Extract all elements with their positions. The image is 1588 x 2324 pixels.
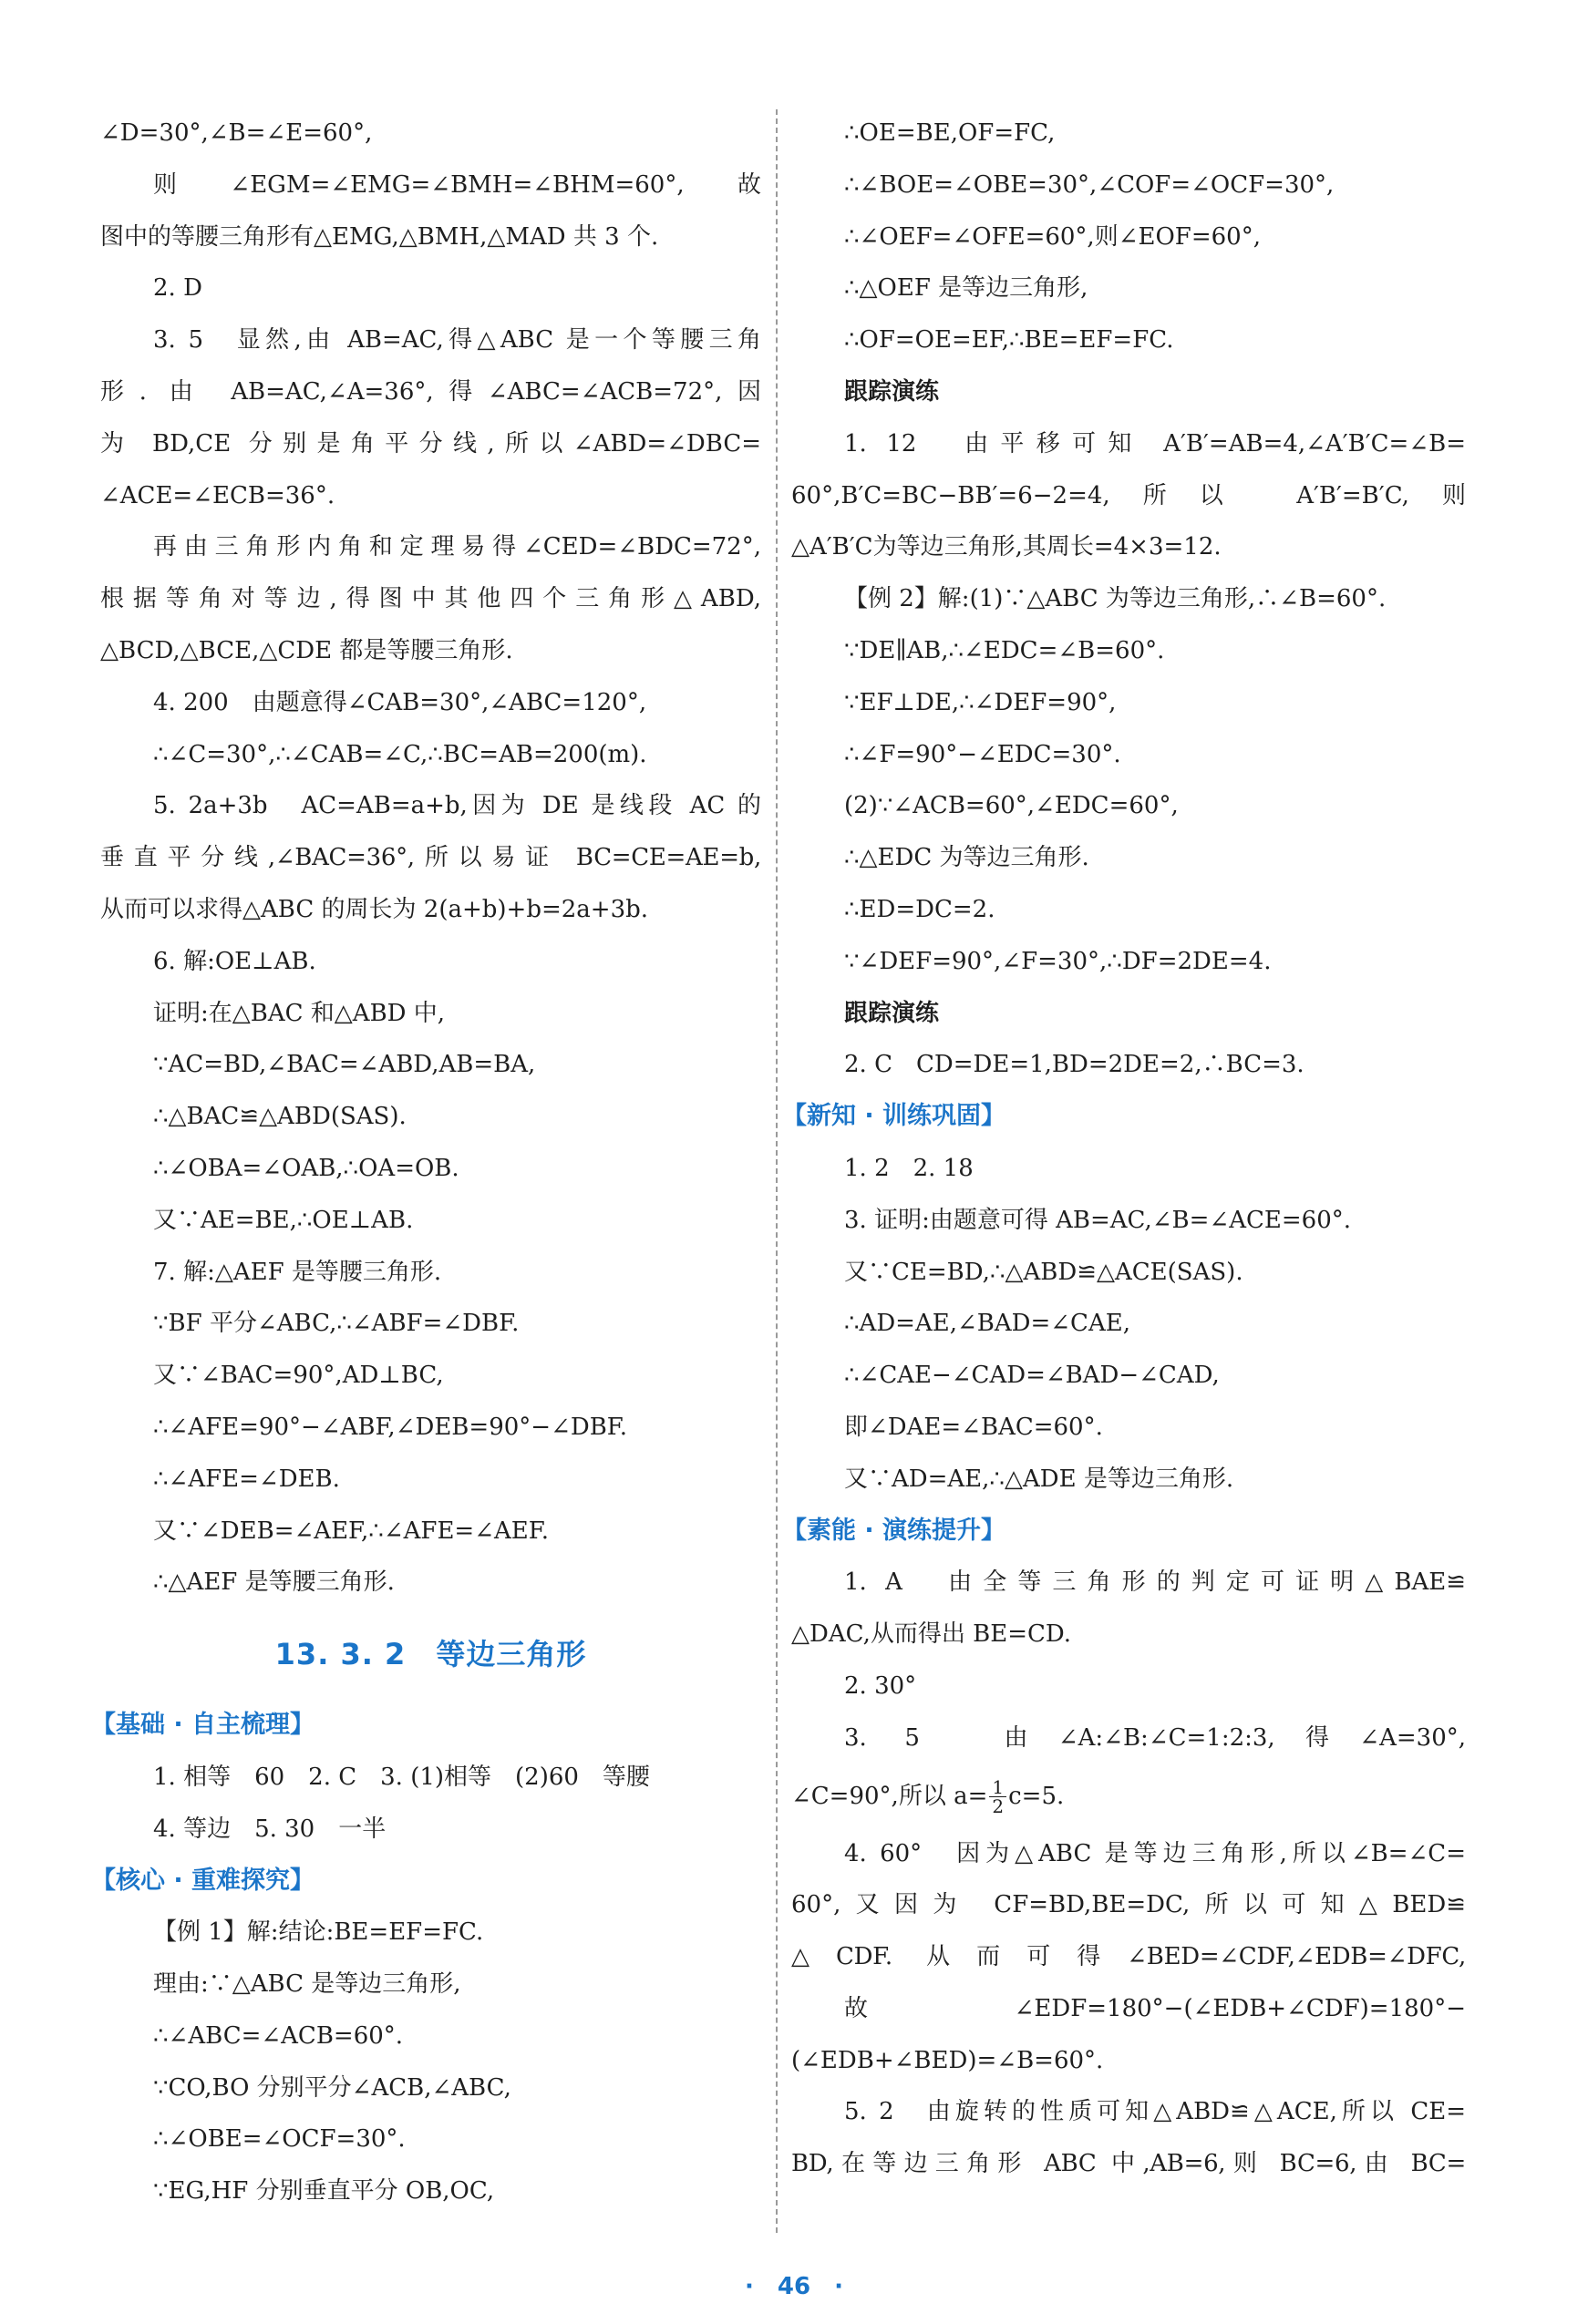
text-line: 【例 2】解:(1)∵△ABC 为等边三角形,∴∠B=60°. bbox=[844, 585, 1387, 613]
text-line: 2. C CD=DE=1,BD=2DE=2,∴BC=3. bbox=[844, 1051, 1304, 1079]
text-line: ∴∠BOE=∠OBE=30°,∠COF=∠OCF=30°, bbox=[844, 170, 1335, 199]
text-line: 1. 12 由平移可知 A′B′=AB=4,∠A′B′C=∠B= bbox=[844, 429, 1466, 458]
text-line: ∴∠AFE=∠DEB. bbox=[153, 1465, 340, 1493]
right-column bbox=[782, 108, 1466, 2190]
text-line: ∴∠ABC=∠ACB=60°. bbox=[153, 2021, 404, 2050]
text-line: ∴AD=AE,∠BAD=∠CAE, bbox=[844, 1310, 1130, 1338]
page-number: · 46 · bbox=[745, 2273, 843, 2300]
text-line: ∴∠OBA=∠OAB,∴OA=OB. bbox=[153, 1154, 459, 1182]
text-line: ∴△EDC 为等边三角形. bbox=[844, 844, 1089, 872]
text-line: 3. 证明:由题意可得 AB=AC,∠B=∠ACE=60°. bbox=[844, 1206, 1352, 1234]
text-line: ∴∠C=30°,∴∠CAB=∠C,∴BC=AB=200(m). bbox=[153, 740, 647, 768]
text-line: 1. A 由全等三角形的判定可证明△BAE≌ bbox=[844, 1568, 1466, 1597]
text-line: 7. 解:△AEF 是等腰三角形. bbox=[153, 1258, 442, 1286]
text-line: 又∵AE=BE,∴OE⊥AB. bbox=[153, 1206, 414, 1234]
track-practice-label: 跟踪演练 bbox=[844, 377, 940, 406]
text-line: ∴∠CAE−∠CAD=∠BAD−∠CAD, bbox=[844, 1362, 1220, 1390]
text-line: △BCD,△BCE,△CDE 都是等腰三角形. bbox=[100, 636, 513, 664]
text-line: ∴OE=BE,OF=FC, bbox=[844, 119, 1056, 147]
text-line: 1. 相等 60 2. C 3. (1)相等 (2)60 等腰 bbox=[153, 1763, 650, 1791]
section-heading-core: 【核心 · 重难探究】 bbox=[91, 1866, 315, 1895]
text-line: 5. 2 由旋转的性质可知△ABD≌△ACE,所以 CE= bbox=[844, 2098, 1466, 2126]
text-line: 从而可以求得△ABC 的周长为 2(a+b)+b=2a+3b. bbox=[100, 895, 649, 923]
text-line: ∠ACE=∠ECB=36°. bbox=[100, 481, 335, 509]
fraction-line-suffix: c=5. bbox=[1008, 1782, 1065, 1810]
text-line: 【例 1】解:结论:BE=EF=FC. bbox=[153, 1918, 484, 1947]
text-line: 为 BD,CE 分别是角平分线,所以∠ABD=∠DBC= bbox=[100, 429, 761, 458]
fraction-denominator: 2 bbox=[992, 1795, 1005, 1817]
text-line: 图中的等腰三角形有△EMG,△BMH,△MAD 共 3 个. bbox=[100, 222, 659, 251]
subsection-title: 13. 3. 2 等边三角形 bbox=[274, 1637, 587, 1672]
text-line: 4. 200 由题意得∠CAB=30°,∠ABC=120°, bbox=[153, 688, 647, 716]
text-line: △A′B′C为等边三角形,其周长=4×3=12. bbox=[791, 533, 1222, 561]
text-line: 则∠EGM=∠EMG=∠BMH=∠BHM=60°,故 bbox=[153, 170, 761, 199]
text-line: ∵CO,BO 分别平分∠ACB,∠ABC, bbox=[153, 2073, 511, 2102]
text-line: 又∵∠DEB=∠AEF,∴∠AFE=∠AEF. bbox=[153, 1517, 550, 1545]
section-heading-new: 【新知 · 训练巩固】 bbox=[782, 1102, 1006, 1131]
section-heading-basic: 【基础 · 自主梳理】 bbox=[91, 1711, 315, 1740]
text-line: 4. 60° 因为△ABC 是等边三角形,所以∠B=∠C= bbox=[844, 1839, 1466, 1867]
text-line: BD,在等边三角形 ABC 中,AB=6,则 BC=6,由 BC= bbox=[791, 2150, 1466, 2178]
text-line: ∵∠DEF=90°,∠F=30°,∴DF=2DE=4. bbox=[844, 947, 1272, 975]
text-line: 1. 2 2. 18 bbox=[844, 1154, 974, 1182]
text-line: 2. 30° bbox=[844, 1671, 917, 1700]
text-line: ∴∠F=90°−∠EDC=30°. bbox=[844, 740, 1121, 768]
text-line: ∴△AEF 是等腰三角形. bbox=[153, 1568, 395, 1597]
text-line: 理由:∵△ABC 是等边三角形, bbox=[153, 1970, 461, 1999]
text-line: 证明:在△BAC 和△ABD 中, bbox=[153, 999, 446, 1027]
text-line: 60°,又因为 CF=BD,BE=DC,所以可知△BED≌ bbox=[791, 1891, 1466, 1919]
text-line: 再由三角形内角和定理易得∠CED=∠BDC=72°, bbox=[153, 533, 761, 561]
text-line: 6. 解:OE⊥AB. bbox=[153, 947, 316, 975]
text-line: ∵EF⊥DE,∴∠DEF=90°, bbox=[844, 688, 1117, 716]
text-line: ∵AC=BD,∠BAC=∠ABD,AB=BA, bbox=[153, 1051, 536, 1079]
text-line: 根据等角对等边,得图中其他四个三角形△ABD, bbox=[100, 585, 761, 613]
text-line: ∵BF 平分∠ABC,∴∠ABF=∠DBF. bbox=[153, 1310, 520, 1338]
fraction-line-prefix: ∠C=90°,所以 a= bbox=[791, 1782, 988, 1810]
text-line: ∴∠OBE=∠OCF=30°. bbox=[153, 2125, 406, 2154]
text-line: △CDF. 从而可得∠BED=∠CDF,∠EDB=∠DFC, bbox=[791, 1943, 1466, 1971]
text-line: 3. 5 由∠A:∠B:∠C=1:2:3,得∠A=30°, bbox=[844, 1723, 1466, 1752]
fraction-numerator: 1 bbox=[989, 1778, 1006, 1797]
text-line: ∴△OEF 是等边三角形, bbox=[844, 274, 1088, 303]
text-line: ∵EG,HF 分别垂直平分 OB,OC, bbox=[153, 2177, 495, 2206]
text-line: ∴∠OEF=∠OFE=60°,则∠EOF=60°, bbox=[844, 222, 1261, 251]
text-line: 5. 2a+3b AC=AB=a+b,因为 DE 是线段 AC 的 bbox=[153, 792, 761, 820]
text-line: ∵DE∥AB,∴∠EDC=∠B=60°. bbox=[844, 636, 1165, 664]
text-line: ∴ED=DC=2. bbox=[844, 895, 995, 923]
text-line: 4. 等边 5. 30 一半 bbox=[153, 1815, 387, 1843]
text-line: ∴∠AFE=90°−∠ABF,∠DEB=90°−∠DBF. bbox=[153, 1413, 628, 1441]
section-heading-quality: 【素能 · 演练提升】 bbox=[782, 1516, 1006, 1545]
text-line: 3. 5 显然,由 AB=AC,得△ABC 是一个等腰三角 bbox=[153, 326, 761, 355]
text-line: 垂直平分线,∠BAC=36°,所以易证 BC=CE=AE=b, bbox=[100, 844, 761, 872]
text-line: ∠D=30°,∠B=∠E=60°, bbox=[100, 119, 373, 147]
text-line: (2)∵∠ACB=60°,∠EDC=60°, bbox=[844, 792, 1179, 820]
text-line: 2. D bbox=[153, 274, 202, 303]
fraction-line bbox=[791, 1764, 1466, 1828]
text-line: △DAC,从而得出 BE=CD. bbox=[791, 1620, 1072, 1649]
text-line: 60°,B′C=BC−BB′=6−2=4,所以 A′B′=B′C,则 bbox=[791, 481, 1466, 509]
track-practice-label: 跟踪演练 bbox=[844, 999, 940, 1027]
text-line: 又∵∠BAC=90°,AD⊥BC, bbox=[153, 1362, 444, 1390]
text-line: 故∠EDF=180°−(∠EDB+∠CDF)=180°− bbox=[844, 1994, 1466, 2022]
text-line: ∴△BAC≌△ABD(SAS). bbox=[153, 1103, 407, 1131]
column-divider bbox=[776, 109, 778, 2233]
fraction bbox=[989, 1778, 1006, 1815]
text-line: 又∵AD=AE,∴△ADE 是等边三角形. bbox=[844, 1465, 1234, 1493]
text-line: 即∠DAE=∠BAC=60°. bbox=[844, 1413, 1103, 1441]
text-line: 形. 由 AB=AC,∠A=36°,得∠ABC=∠ACB=72°,因 bbox=[100, 377, 761, 406]
text-line: (∠EDB+∠BED)=∠B=60°. bbox=[791, 2046, 1104, 2074]
text-line: ∴OF=OE=EF,∴BE=EF=FC. bbox=[844, 326, 1174, 355]
text-line: 又∵CE=BD,∴△ABD≌△ACE(SAS). bbox=[844, 1258, 1243, 1286]
left-column bbox=[91, 108, 761, 2217]
